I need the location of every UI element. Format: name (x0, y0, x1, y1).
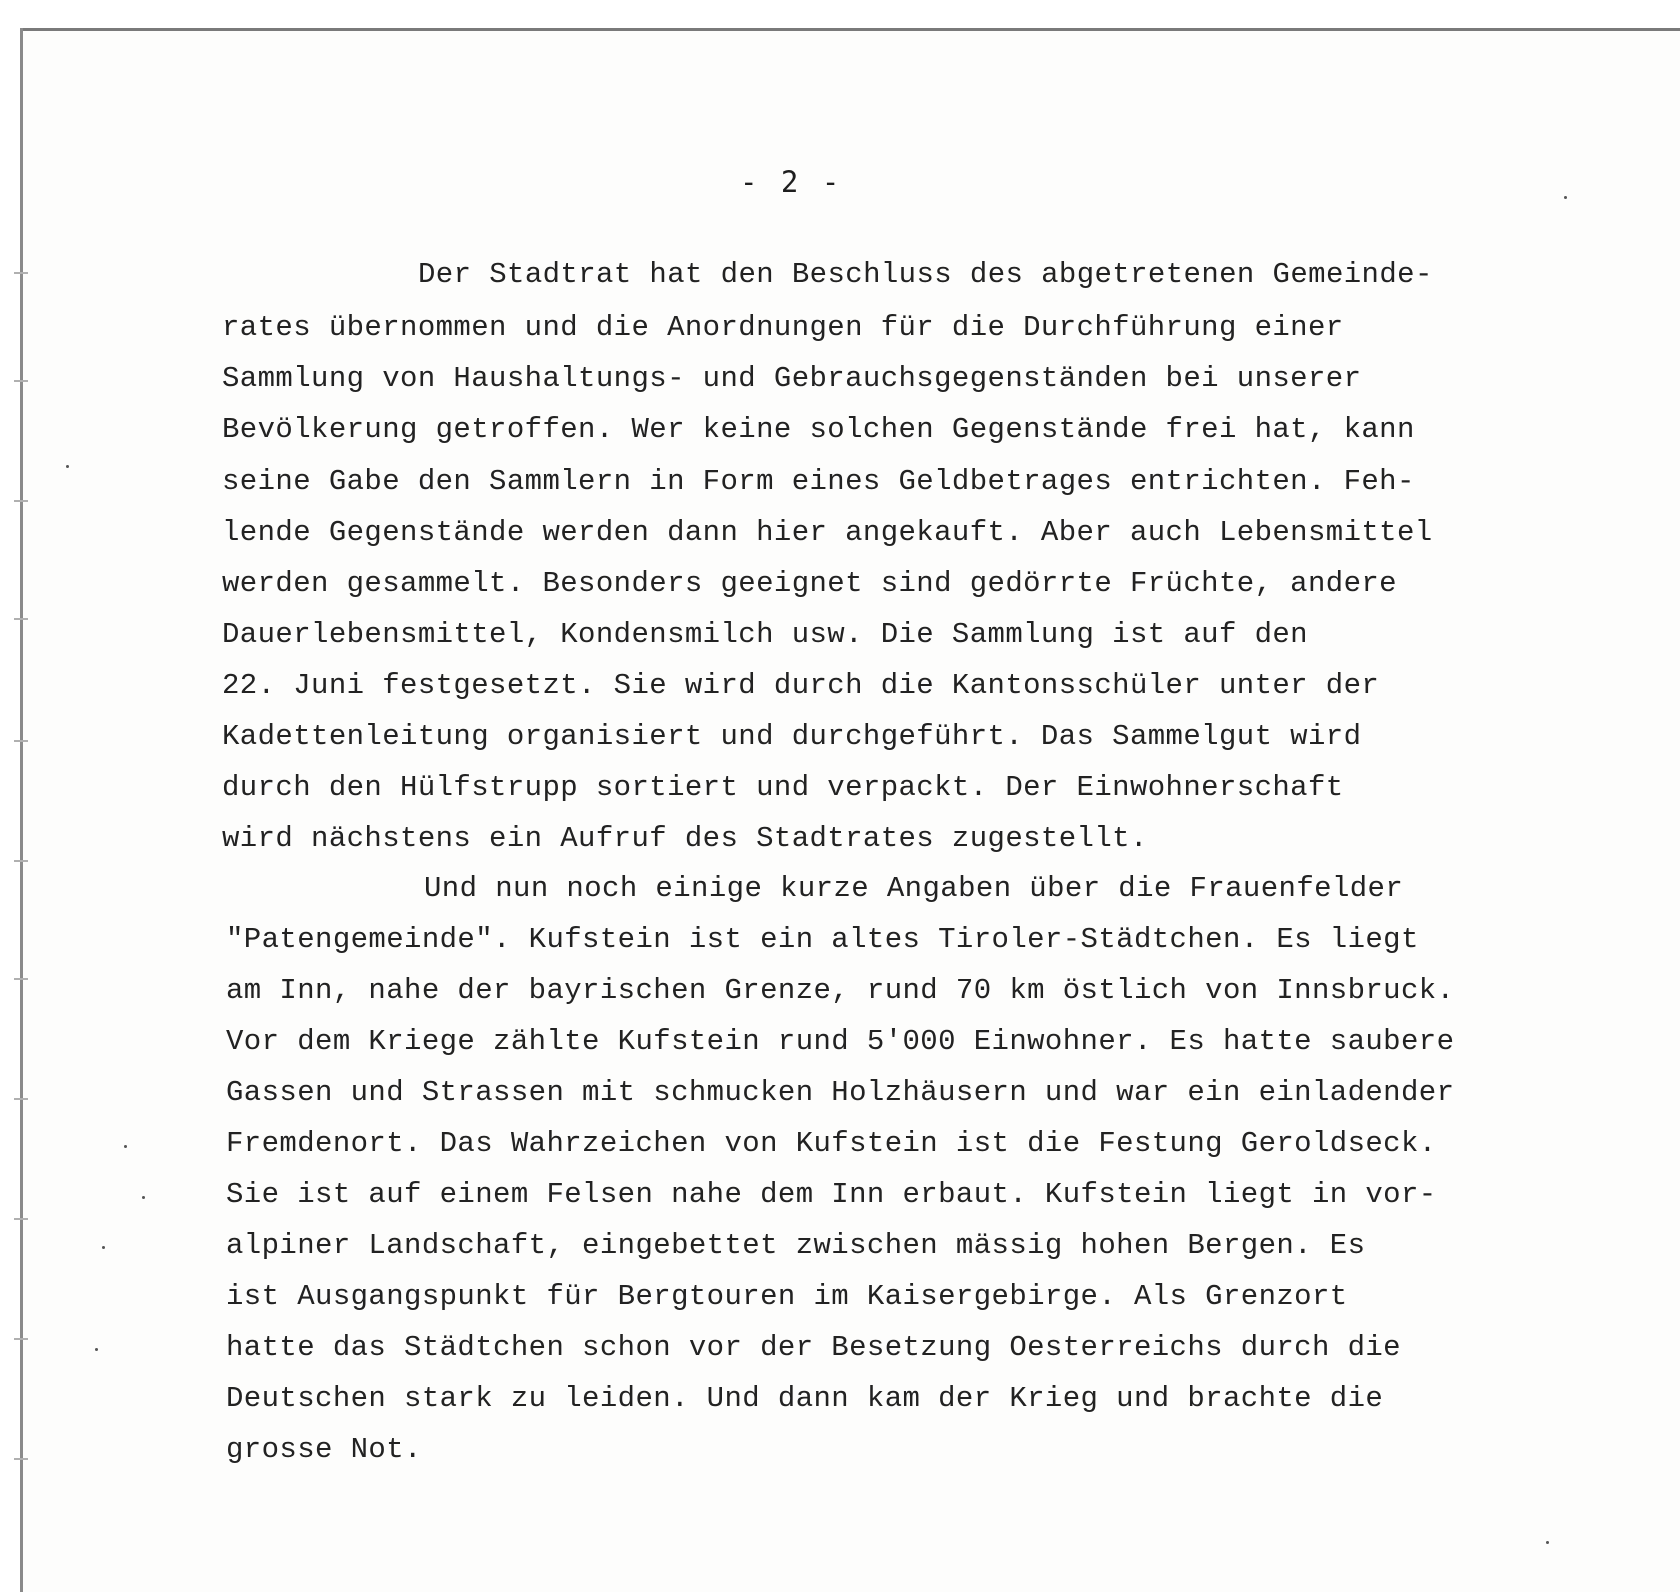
paragraph-2-line-2: "Patengemeinde". Kufstein ist ein altes Tiroler-Städtchen. Es liegt (226, 923, 1419, 956)
paragraph-2-line-5: Gassen und Strassen mit schmucken Holzhäusern und war ein einladender (226, 1076, 1455, 1109)
paragraph-1-line-7: werden gesammelt. Besonders geeignet sind gedörrte Früchte, andere (222, 567, 1397, 600)
scan-speck (102, 1246, 105, 1249)
scan-speck (1546, 1541, 1549, 1544)
paragraph-1-line-3: Sammlung von Haushaltungs- und Gebrauchsgegenständen bei unserer (222, 362, 1362, 395)
paragraph-1-line-8: Dauerlebensmittel, Kondensmilch usw. Die Sammlung ist auf den (222, 618, 1308, 651)
margin-mark (14, 740, 28, 742)
paragraph-2-line-11: Deutschen stark zu leiden. Und dann kam der Krieg und brachte die (226, 1382, 1384, 1415)
paragraph-2-line-12: grosse Not. (226, 1433, 422, 1466)
margin-mark (14, 1458, 28, 1460)
margin-mark (14, 272, 28, 274)
paragraph-2-line-4: Vor dem Kriege zählte Kufstein rund 5'000 Einwohner. Es hatte saubere (226, 1025, 1455, 1058)
paragraph-2-line-6: Fremdenort. Das Wahrzeichen von Kufstein ist die Festung Geroldseck. (226, 1127, 1437, 1160)
margin-mark (14, 860, 28, 862)
margin-mark (14, 500, 28, 502)
scan-speck (66, 465, 69, 468)
paragraph-2-line-10: hatte das Städtchen schon vor der Besetzung Oesterreichs durch die (226, 1331, 1401, 1364)
paragraph-1-line-2: rates übernommen und die Anordnungen für die Durchführung einer (222, 311, 1344, 344)
page-number: - 2 - (740, 165, 843, 199)
paragraph-2-line-3: am Inn, nahe der bayrischen Grenze, rund 70 km östlich von Innsbruck. (226, 974, 1455, 1007)
margin-mark (14, 618, 28, 620)
margin-mark (14, 1098, 28, 1100)
paragraph-1-line-10: Kadettenleitung organisiert und durchgeführt. Das Sammelgut wird (222, 720, 1362, 753)
margin-mark (14, 1338, 28, 1340)
scan-speck (1564, 196, 1567, 199)
paragraph-1-line-11: durch den Hülfstrupp sortiert und verpackt. Der Einwohnerschaft (222, 771, 1344, 804)
scan-speck (95, 1348, 98, 1351)
paragraph-1-line-9: 22. Juni festgesetzt. Sie wird durch die Kantonsschüler unter der (222, 669, 1380, 702)
paragraph-2-line-7: Sie ist auf einem Felsen nahe dem Inn erbaut. Kufstein liegt in vor- (226, 1178, 1437, 1211)
paragraph-2-line-1: Und nun noch einige kurze Angaben über die Frauenfelder (424, 872, 1404, 905)
paragraph-1-line-6: lende Gegenstände werden dann hier angekauft. Aber auch Lebensmittel (222, 516, 1433, 549)
paragraph-1-line-1: Der Stadtrat hat den Beschluss des abgetretenen Gemeinde- (418, 258, 1433, 291)
paragraph-1-line-12: wird nächstens ein Aufruf des Stadtrates zugestellt. (222, 822, 1148, 855)
paragraph-1-line-5: seine Gabe den Sammlern in Form eines Geldbetrages entrichten. Feh- (222, 465, 1415, 498)
paragraph-2-line-9: ist Ausgangspunkt für Bergtouren im Kaisergebirge. Als Grenzort (226, 1280, 1348, 1313)
margin-mark (14, 380, 28, 382)
margin-mark (14, 1218, 28, 1220)
paragraph-2-line-8: alpiner Landschaft, eingebettet zwischen mässig hohen Bergen. Es (226, 1229, 1366, 1262)
paragraph-1-line-4: Bevölkerung getroffen. Wer keine solchen Gegenstände frei hat, kann (222, 413, 1415, 446)
scan-speck (124, 1145, 127, 1148)
margin-mark (14, 978, 28, 980)
scan-speck (142, 1196, 145, 1199)
